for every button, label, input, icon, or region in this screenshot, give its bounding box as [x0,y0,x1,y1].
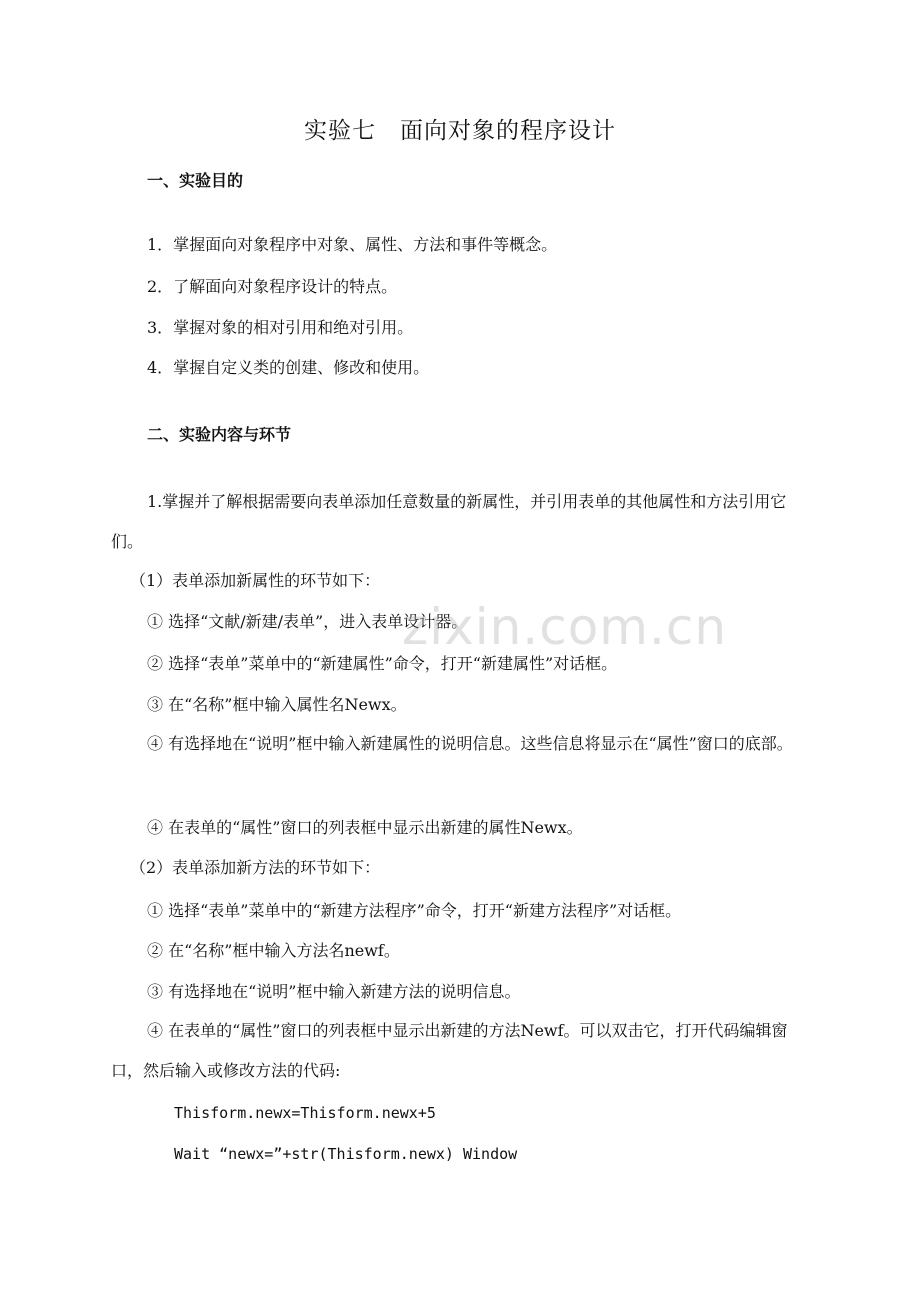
subsection-heading-method: （2）表单添加新方法的环节如下： [130,858,381,877]
step-item: ④ 在表单的“属性”窗口的列表框中显示出新建的属性Newx。 [147,818,583,837]
section-heading-objectives: 一、实验目的 [147,171,244,190]
step-item: ② 在“名称”框中输入方法名newf。 [147,941,400,960]
step-item: ② 选择“表单”菜单中的“新建属性”命令，打开“新建属性”对话框。 [147,654,618,673]
step-item: ③ 有选择地在“说明”框中输入新建方法的说明信息。 [147,982,521,1001]
step-item: ① 选择“文献/新建/表单”，进入表单设计器。 [147,612,468,631]
objective-item: 1．掌握面向对象程序中对象、属性、方法和事件等概念。 [147,235,558,254]
step-item: ③ 在“名称”框中输入属性名Newx。 [147,695,407,714]
subsection-heading-property: （1）表单添加新属性的环节如下： [130,571,381,590]
content-paragraph: 1.掌握并了解根据需要向表单添加任意数量的新属性，并引用表单的其他属性和方法引用它们。 [111,492,787,551]
code-line: Wait “newx=”+str(Thisform.newx) Window [174,1145,518,1163]
step-item: ④ 在表单的“属性”窗口的列表框中显示出新建的方法Newf。可以双击它，打开代码编辑窗口，然后输入或修改方法的代码: [111,1021,788,1080]
section-heading-content: 二、实验内容与环节 [147,425,292,444]
document-title: 实验七 面向对象的程序设计 [304,118,616,144]
code-line: Thisform.newx=Thisform.newx+5 [174,1104,436,1122]
objective-item: 2．了解面向对象程序设计的特点。 [147,277,398,296]
objective-item: 3．掌握对象的相对引用和绝对引用。 [147,318,414,337]
objective-item: 4．掌握自定义类的创建、修改和使用。 [147,358,430,377]
watermark-text: zixin.com.cn [402,598,728,656]
step-item: ④ 有选择地在“说明”框中输入新建属性的说明信息。这些信息将显示在“属性”窗口的底部。 [147,734,793,753]
step-item: ① 选择“表单”菜单中的“新建方法程序”命令，打开“新建方法程序”对话框。 [147,901,682,920]
